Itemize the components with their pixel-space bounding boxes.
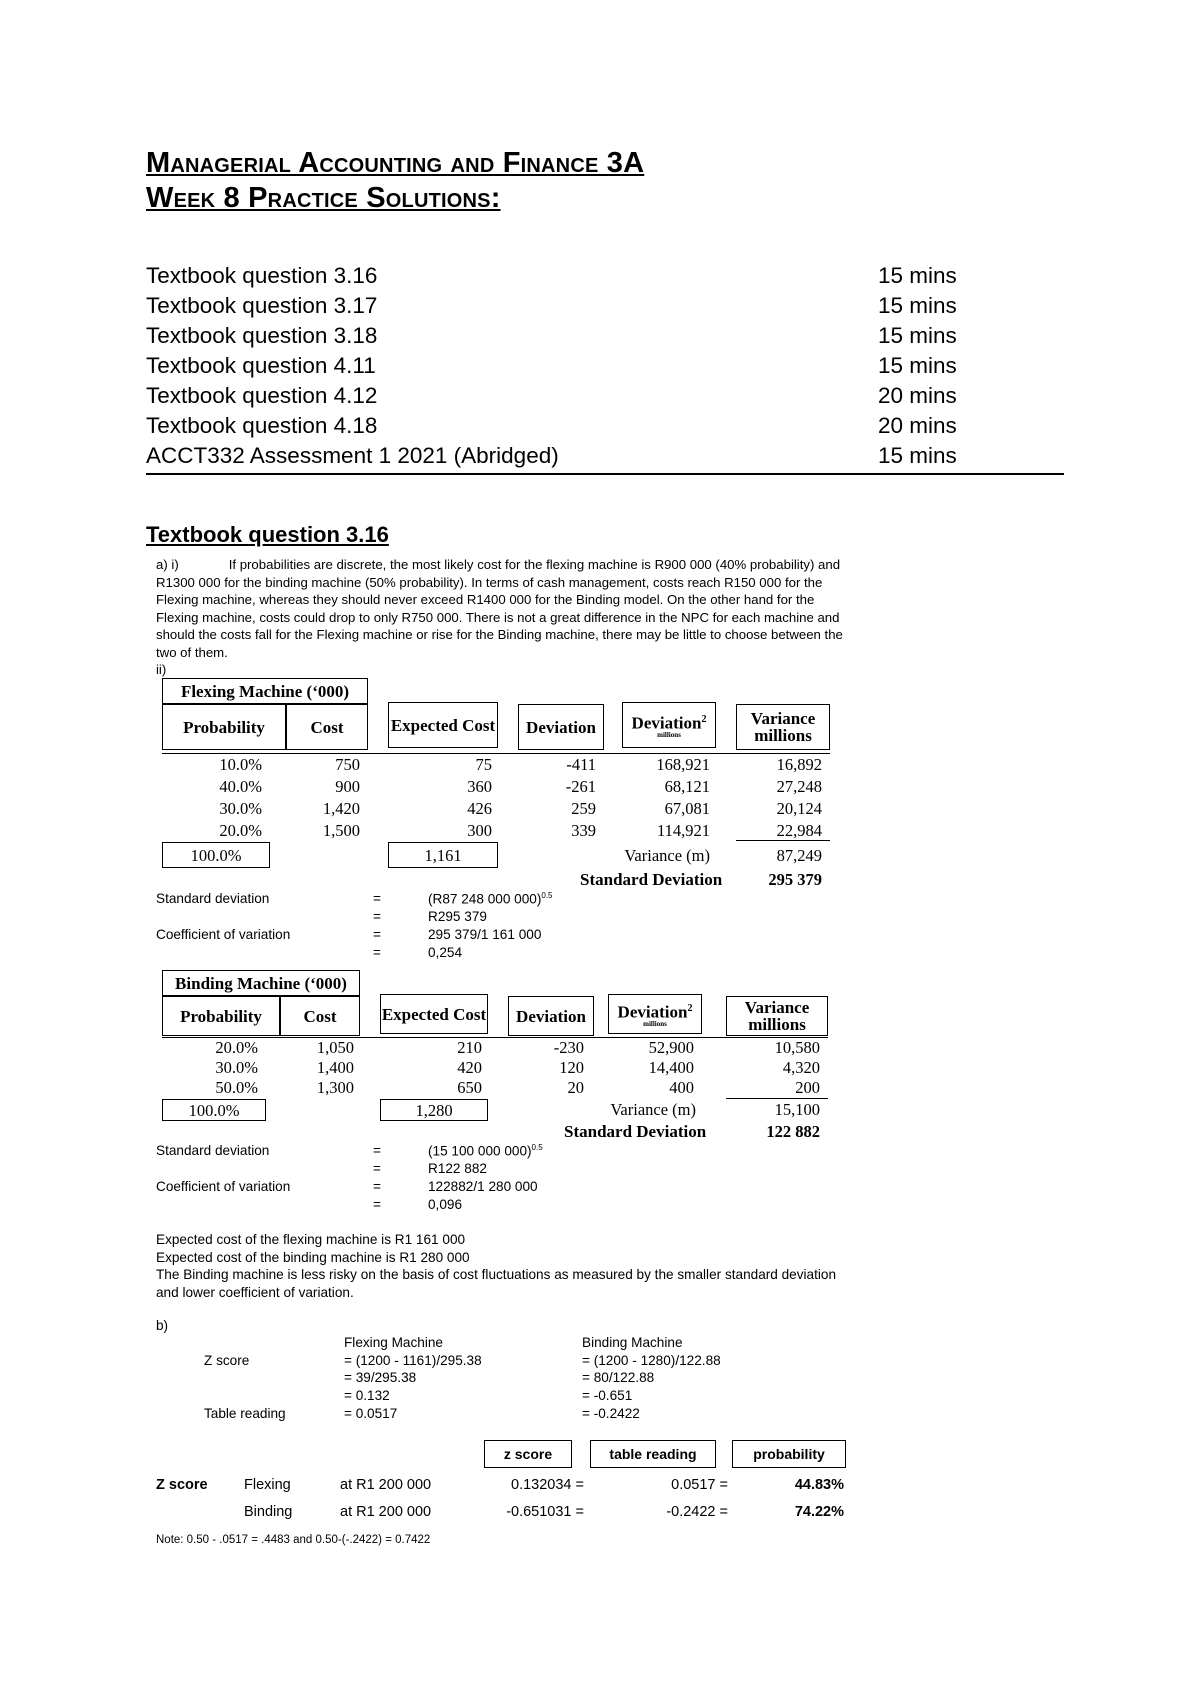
standard-deviation-label: Standard Deviation	[564, 1122, 707, 1141]
header-underline	[162, 753, 830, 754]
cell-variance: 200	[795, 1078, 820, 1097]
task-row	[146, 323, 1062, 353]
z-score-value: 0.132034 =	[511, 1477, 584, 1493]
z-score-label: Z score	[204, 1353, 250, 1368]
binding-title: Binding Machine (‘000)	[162, 970, 360, 996]
calc-equals: =	[373, 945, 381, 960]
cell-expected: 75	[475, 755, 492, 774]
total-expected-cost: 1,280	[380, 1099, 488, 1121]
document-title: Managerial Accounting and Finance 3A	[146, 147, 645, 179]
task-name: Textbook question 3.17	[146, 293, 378, 318]
section-divider	[146, 473, 1064, 475]
probability-value: 44.83%	[794, 1477, 844, 1493]
calc-value: 0,254	[428, 945, 463, 960]
note: Note: 0.50 - .0517 = .4483 and 0.50-(-.2422) = 0.7422	[156, 1534, 431, 1546]
header-deviation-squared	[608, 994, 702, 1034]
standard-deviation-value: 122 882	[766, 1122, 820, 1141]
task-row	[146, 383, 1062, 413]
calc-value-text: (R87 248 000 000)	[428, 891, 542, 907]
task-row	[146, 263, 1062, 293]
document-subtitle: Week 8 Practice Solutions:	[146, 182, 501, 214]
cell-probability: 20.0%	[215, 1038, 258, 1057]
cell-deviation: -261	[565, 777, 596, 796]
header-deviation-squared-label: Deviation	[617, 1002, 688, 1022]
cell-deviation: 339	[571, 821, 596, 840]
cell-expected: 300	[467, 821, 492, 840]
cost-threshold: at R1 200 000	[340, 1504, 432, 1520]
header-deviation: Deviation	[508, 996, 594, 1036]
conclusion	[156, 1231, 856, 1301]
flexing-calc-line: = 0.132	[344, 1388, 390, 1403]
header-deviation-squared-sub: millions	[657, 731, 681, 740]
cell-variance: 22,984	[776, 821, 822, 840]
standard-deviation-value: 295 379	[768, 870, 822, 889]
cell-probability: 30.0%	[215, 1058, 258, 1077]
task-row	[146, 353, 1062, 383]
task-time: 20 mins	[878, 413, 957, 438]
cell-deviation-squared: 168,921	[656, 755, 710, 774]
conclusion-line: The Binding machine is less risky on the basis of cost fluctuations as measured by the smaller standard deviation and lower coefficient of variation.	[156, 1267, 837, 1300]
task-time: 20 mins	[878, 383, 957, 408]
total-expected-cost: 1,161	[388, 842, 498, 868]
cell-deviation-squared: 67,081	[664, 799, 710, 818]
calc-value: 122882/1 280 000	[428, 1179, 538, 1194]
cell-expected: 210	[457, 1038, 482, 1057]
cell-cost: 1,500	[322, 821, 360, 840]
header-cost: Cost	[286, 704, 368, 750]
cell-expected: 650	[457, 1078, 482, 1097]
table-reading-label: Table reading	[204, 1406, 286, 1421]
table-reading-value: -0.2422 =	[666, 1504, 728, 1520]
task-time: 15 mins	[878, 353, 957, 378]
header-cost: Cost	[280, 996, 360, 1036]
header-deviation-squared-label: Deviation	[631, 713, 702, 733]
binding-calc-line: = 80/122.88	[582, 1370, 655, 1385]
task-name: Textbook question 3.18	[146, 323, 378, 348]
task-row	[146, 413, 1062, 443]
calc-value: 295 379/1 161 000	[428, 927, 542, 942]
task-time: 15 mins	[878, 263, 957, 288]
part-a-text: If probabilities are discrete, the most likely cost for the flexing machine is R900 000 (40% probability) and R1300 000 for the binding machine (50% probability). In terms of cash management, costs reach R150 000 for the Flexing machine, whereas they should never exceed R1400 000 for the Binding model. On the other hand for the Flexing machine, costs could drop to only R750 000. There is not a great difference in the NPC for each machine and should the costs fall for the Flexing machine or rise for the Binding machine, there may be little to choose between the two of them.	[156, 557, 843, 660]
cell-cost: 1,300	[316, 1078, 354, 1097]
machine-name: Flexing	[244, 1477, 291, 1493]
binding-calc-line: = (1200 - 1280)/122.88	[582, 1353, 721, 1368]
machine-name: Binding	[244, 1504, 293, 1520]
variance-underline	[736, 840, 830, 841]
cell-deviation: 20	[567, 1078, 584, 1097]
probability-value: 74.22%	[794, 1504, 844, 1520]
cell-deviation-squared: 68,121	[664, 777, 710, 796]
conclusion-line: Expected cost of the binding machine is R1 280 000	[156, 1249, 470, 1265]
cell-variance: 27,248	[776, 777, 822, 796]
cost-threshold: at R1 200 000	[340, 1477, 432, 1493]
flexing-heading: Flexing Machine	[344, 1335, 443, 1350]
flexing-calc-line: = (1200 - 1161)/295.38	[344, 1353, 482, 1368]
task-name: ACCT332 Assessment 1 2021 (Abridged)	[146, 443, 559, 468]
cell-probability: 30.0%	[219, 799, 262, 818]
cell-expected: 426	[467, 799, 492, 818]
header-expected-cost: Expected Cost	[380, 994, 488, 1034]
part-b-label: b)	[156, 1318, 169, 1333]
calc-value: R122 882	[428, 1161, 487, 1176]
header-deviation-squared-text	[632, 711, 707, 732]
variance-label: Variance (m)	[624, 846, 710, 865]
calc-equals: =	[373, 1197, 381, 1212]
flexing-calc-line: = 39/295.38	[344, 1370, 417, 1385]
header-deviation-squared	[622, 702, 716, 748]
header-deviation: Deviation	[518, 704, 604, 750]
binding-calc-line: = -0.651	[582, 1388, 633, 1403]
cell-deviation: -411	[566, 755, 596, 774]
part-a-label: a) i)	[156, 557, 179, 572]
cell-deviation-squared: 52,900	[648, 1038, 694, 1057]
cell-cost: 1,400	[316, 1058, 354, 1077]
header-deviation-squared-sub: millions	[643, 1020, 667, 1029]
binding-calc-line: = -0.2422	[582, 1406, 640, 1421]
calc-value	[428, 1143, 543, 1159]
calc-label: Coefficient of variation	[156, 927, 291, 942]
part-a-paragraph	[156, 556, 846, 661]
cell-cost: 900	[335, 777, 360, 796]
task-name: Textbook question 4.12	[146, 383, 378, 408]
cell-probability: 50.0%	[215, 1078, 258, 1097]
header-probability: Probability	[162, 704, 286, 750]
flexing-title: Flexing Machine (‘000)	[162, 678, 368, 704]
cell-deviation: 259	[571, 799, 596, 818]
variance-label: Variance (m)	[610, 1100, 696, 1119]
superscript: 2	[687, 1002, 693, 1014]
calc-value-text: (15 100 000 000)	[428, 1143, 532, 1159]
z-score-value: -0.651031 =	[506, 1504, 584, 1520]
flexing-calc-line: = 0.0517	[344, 1406, 398, 1421]
cell-cost: 1,050	[316, 1038, 354, 1057]
header-variance: Variance millions	[736, 704, 830, 750]
calc-equals: =	[373, 1161, 381, 1176]
header-variance: Variance millions	[726, 996, 828, 1036]
binding-heading: Binding Machine	[582, 1335, 683, 1350]
cell-deviation: -230	[553, 1038, 584, 1057]
cell-probability: 10.0%	[219, 755, 262, 774]
calc-label: Standard deviation	[156, 891, 270, 906]
calc-label: Standard deviation	[156, 1143, 270, 1158]
calc-equals: =	[373, 1143, 381, 1158]
cell-deviation-squared: 14,400	[648, 1058, 694, 1077]
header-probability: probability	[732, 1440, 846, 1468]
part-a-ii-label: ii)	[156, 662, 167, 677]
total-probability: 100.0%	[162, 1099, 266, 1121]
calc-value: 0,096	[428, 1197, 463, 1212]
cell-probability: 20.0%	[219, 821, 262, 840]
variance-underline	[726, 1098, 828, 1099]
total-probability: 100.0%	[162, 842, 270, 868]
task-time: 15 mins	[878, 323, 957, 348]
task-time: 15 mins	[878, 443, 957, 468]
task-row	[146, 443, 1062, 473]
cell-cost: 1,420	[322, 799, 360, 818]
conclusion-line: Expected cost of the flexing machine is R1 161 000	[156, 1232, 466, 1247]
header-expected-cost: Expected Cost	[388, 702, 498, 748]
superscript: 0.5	[531, 1143, 543, 1152]
cell-variance: 10,580	[774, 1038, 820, 1057]
calc-equals: =	[373, 1179, 381, 1194]
cell-probability: 40.0%	[219, 777, 262, 796]
task-name: Textbook question 4.18	[146, 413, 378, 438]
superscript: 0.5	[541, 891, 553, 900]
cell-expected: 360	[467, 777, 492, 796]
cell-variance: 20,124	[776, 799, 822, 818]
cell-cost: 750	[335, 755, 360, 774]
task-time: 15 mins	[878, 293, 957, 318]
header-z-score: z score	[484, 1440, 572, 1468]
calc-equals: =	[373, 927, 381, 942]
cell-deviation-squared: 114,921	[656, 821, 710, 840]
task-name: Textbook question 3.16	[146, 263, 378, 288]
header-probability: Probability	[162, 996, 280, 1036]
cell-variance: 4,320	[782, 1058, 820, 1077]
variance-value: 15,100	[774, 1100, 820, 1119]
cell-deviation-squared: 400	[669, 1078, 694, 1097]
calc-equals: =	[373, 891, 381, 906]
cell-variance: 16,892	[776, 755, 822, 774]
section-heading: Textbook question 3.16	[146, 522, 389, 547]
cell-expected: 420	[457, 1058, 482, 1077]
task-name: Textbook question 4.11	[146, 353, 376, 378]
z-score-row-label: Z score	[156, 1477, 208, 1493]
header-deviation-squared-text	[618, 1000, 693, 1021]
cell-deviation: 120	[559, 1058, 584, 1077]
calc-value: R295 379	[428, 909, 487, 924]
task-row	[146, 293, 1062, 323]
calc-equals: =	[373, 909, 381, 924]
header-table-reading: table reading	[590, 1440, 716, 1468]
calc-value	[428, 891, 553, 907]
variance-value: 87,249	[776, 846, 822, 865]
calc-label: Coefficient of variation	[156, 1179, 291, 1194]
table-reading-value: 0.0517 =	[671, 1477, 728, 1493]
standard-deviation-label: Standard Deviation	[580, 870, 723, 889]
superscript: 2	[701, 713, 707, 725]
